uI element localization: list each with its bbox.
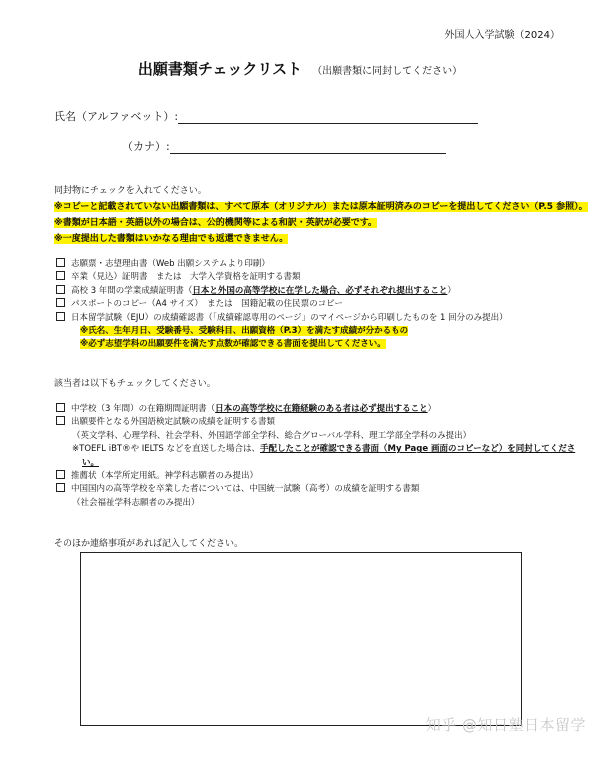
note-original-documents: ※コピーと記載されていない出願書類は、すべて原本（オリジナル）または原本証明済みのコピーを提出してください（P.5 参照）。 [54,202,588,212]
exam-name-header: 外国人入学試験（2024） [444,30,560,41]
name-alpha-label: 氏名（アルファベット）: [54,110,179,123]
name-alpha-row [54,108,478,124]
page-title: 出願書類チェックリスト [137,60,303,78]
checklist-item: 中国国内の高等学校を卒業した者については、中国統一試験（高考）の成績を証明する書類 [56,483,575,496]
memo-label: そのほか連絡事項があれば記入してください。 [54,539,244,549]
checkbox[interactable] [56,258,65,267]
toefl-note-cont: い。 [82,457,100,468]
title-block [0,58,600,79]
checkbox[interactable] [56,285,65,294]
name-kana-input-line[interactable] [170,139,446,154]
social-welfare-note: （社会福祉学科志願者のみ提出） [72,497,200,508]
checkbox[interactable] [56,298,65,307]
page-subtitle: （出願書類に同封してください） [312,66,463,77]
name-alpha-input-line[interactable] [178,109,478,124]
checkbox[interactable] [56,470,65,479]
checklist-item: 推薦状（本学所定用紙。神学科志願者のみ提出） [56,470,575,483]
name-kana-row [54,138,446,154]
memo-textarea[interactable] [80,552,522,726]
checklist-item: 出願要件となる外国語検定試験の成績を証明する書類 [56,416,575,429]
checkbox[interactable] [56,416,65,425]
checklist-item: 志願票・志望理由書（Web 出願システムより印刷） [56,258,508,271]
checklist-required [56,258,508,352]
checklist-item: 高校 3 年間の学業成績証明書（日本と外国の高等学校に在学した場合、必ずそれぞれ提出すること） [56,285,508,298]
checklist-item: 卒業（見込）証明書 または 大学入学資格を証明する書類 [56,271,508,284]
section-b-label: 該当者は以下もチェックしてください。 [54,379,216,389]
eju-note-2: ※必ず志望学科の出願要件を満たす点数が確認できる書面を提出してください。 [80,339,386,350]
checklist-item: 日本留学試験（EJU）の成績確認書（「成績確認専用のページ」のマイページから印刷したものを 1 回分のみ提出） [56,312,508,325]
name-kana-label: （カナ）: [122,140,170,153]
note-no-return: ※一度提出した書類はいかなる理由でも返還できません。 [54,234,289,244]
note-translation: ※書類が日本語・英語以外の場合は、公的機関等による和訳・英訳が必要です。 [54,218,378,228]
checkbox[interactable] [56,483,65,492]
checklist-conditional [56,403,575,510]
checkbox[interactable] [56,271,65,280]
checklist-item: 中学校（3 年間）の在籍期間証明書（日本の高等学校に在籍経験のある者は必ず提出すること） [56,403,575,416]
checkbox[interactable] [56,403,65,412]
watermark: 知乎 @知日塾日本留学 [425,716,586,734]
language-test-departments: （英文学科、心理学科、社会学科、外国語学部全学科、総合グローバル学科、理工学部全学科のみ提出） [72,430,472,441]
checkbox[interactable] [56,312,65,321]
instructions [54,183,588,247]
intro-text: 同封物にチェックを入れてください。 [54,186,207,196]
toefl-note: ※TOEFL iBT®や IELTS などを直送した場合は、手配したことが確認できる書面（My Page 画面のコピーなど）を同封してくださ [72,444,576,455]
eju-note-1: ※氏名、生年月日、受験番号、受験科目、出願資格（P.3）を満たす成績が分かるもの [80,326,409,337]
checklist-item: パスポートのコピー（A4 サイズ） または 国籍記載の住民票のコピー [56,298,508,311]
